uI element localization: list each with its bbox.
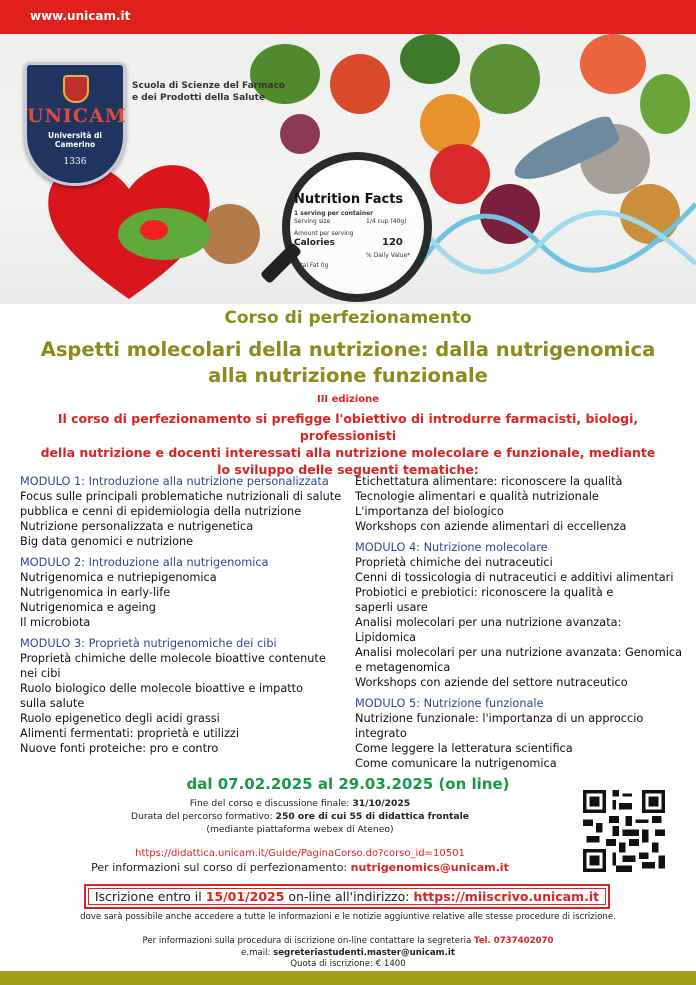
list-item: Nutrizione funzionale: l'importanza di un approccio: [355, 712, 644, 725]
page-title: Aspetti molecolari della nutrizione: dalla nutrigenomica alla nutrizione funzionale: [40, 338, 656, 387]
school-name: Scuola di Scienze del Farmaco e dei Prodotti della Salute: [132, 81, 286, 103]
list-item: sulla salute: [20, 697, 85, 710]
intro-text: Il corso di perfezionamento si prefigge l'obiettivo di introdurre farmacisti, biologi, professionisti della nutrizione e docenti interessati alla nutrizione molecolare e funzionale, mediante lo sviluppo delle seguenti tematiche:: [40, 411, 656, 477]
course-type: Corso di perfezionamento: [224, 308, 472, 328]
module-title: MODULO 2: Introduzione alla nutrigenomica: [20, 556, 269, 569]
decorative-produce: [470, 44, 540, 114]
top-bar: [0, 0, 696, 34]
module-title: MODULO 1: Introduzione alla nutrizione personalizzata: [20, 475, 329, 488]
logo-subtitle: Università di Camerino: [48, 131, 102, 149]
list-item: Nutrigenomica e nutriepigenomica: [20, 571, 217, 584]
fee: Quota di iscrizione: € 1400: [290, 959, 406, 969]
edition: III edizione: [316, 394, 380, 405]
nutrition-serving-qty: 1/4 cup (40g): [366, 218, 407, 225]
registration-link[interactable]: https://miiscrivo.unicam.it: [413, 889, 600, 904]
list-item: integrato: [355, 727, 407, 740]
list-item: Workshops con aziende alimentari di eccellenza: [355, 520, 627, 533]
module-title: MODULO 3: Proprietà nutrigenomiche dei cibi: [20, 637, 277, 650]
list-item: Il microbiota: [20, 616, 91, 629]
list-item: Come leggere la letteratura scientifica: [355, 742, 573, 755]
list-item: Analisi molecolari per una nutrizione avanzata: Lipidomica: [355, 616, 622, 644]
list-item: Ruolo epigenetico degli acidi grassi: [20, 712, 220, 725]
dna-helix-icon: [420, 184, 696, 294]
secretariat-email[interactable]: segreteriastudenti.master@unicam.it: [273, 947, 455, 958]
modules-left-column: [20, 474, 350, 756]
nutrition-serving-size: Serving size: [294, 218, 331, 225]
contact-info: Per informazioni sulla procedura di iscrizione on-line contattare la segreteria Tel. 0737402070 e.mail: segreteriastudenti.master@unicam.it Quota di iscrizione: € 1400: [0, 936, 696, 971]
registration-note: dove sarà possibile anche accedere a tutte le informazioni e le notizie aggiuntive relative alle stesse procedure di iscrizione.: [80, 912, 616, 922]
module-title: MODULO 5: Nutrizione funzionale: [355, 697, 544, 710]
list-item: saperli usare: [355, 601, 428, 614]
nutrition-serving-line: 1 serving per container: [294, 210, 374, 217]
list-item: Alimenti fermentati: proprietà e utilizzi: [20, 727, 239, 740]
list-item: Nutrigenomica in early-life: [20, 586, 171, 599]
list-item: Cenni di tossicologia di nutraceutici e additivi alimentari: [355, 571, 674, 584]
qr-code-icon[interactable]: [583, 790, 665, 872]
secretariat-phone[interactable]: Tel. 0737402070: [473, 936, 554, 946]
list-item: Proprietà chimiche delle molecole bioattive contenute: [20, 652, 326, 665]
list-item: Etichettatura alimentare: riconoscere la qualità: [355, 475, 623, 488]
module-title: MODULO 4: Nutrizione molecolare: [355, 541, 548, 554]
list-item: Probiotici e prebiotici: riconoscere la qualità e: [355, 586, 614, 599]
list-item: Nuove fonti proteiche: pro e contro: [20, 742, 219, 755]
decorative-produce: [580, 34, 646, 94]
decorative-produce: [280, 114, 320, 154]
course-duration: Durata del percorso formativo: 250 ore di cui 55 di didattica frontale: [131, 811, 469, 822]
nutrition-fat: Total Fat 0g: [294, 262, 329, 269]
course-dates: dal 07.02.2025 al 29.03.2025 (on line): [186, 775, 510, 793]
list-item: L'importanza del biologico: [355, 505, 504, 518]
site-url[interactable]: www.unicam.it: [30, 9, 131, 23]
decorative-produce: [400, 34, 460, 84]
nutrition-calories-value: 120: [382, 237, 403, 248]
list-item: Nutrizione personalizzata e nutrigenetica: [20, 520, 254, 533]
list-item: nei cibi: [20, 667, 61, 680]
nutrition-daily-value: % Daily Value*: [366, 252, 411, 259]
list-item: pubblica e cenni di epidemiologia della nutrizione: [20, 505, 302, 518]
hero-image: [0, 34, 696, 304]
decorative-produce: [640, 74, 690, 134]
decorative-produce: [330, 54, 390, 114]
bottom-bar: [0, 971, 696, 985]
list-item: Focus sulle principali problematiche nutrizionali di salute: [20, 490, 342, 503]
nutrition-amount: Amount per serving: [294, 230, 354, 237]
list-item: Proprietà chimiche dei nutraceutici: [355, 556, 553, 569]
course-platform: (mediante piattaforma webex di Ateneo): [206, 824, 394, 835]
registration-text: Iscrizione entro il 15/01/2025 on-line all'indirizzo: https://miiscrivo.unicam.it: [94, 889, 600, 904]
logo-brand: UNICAM: [27, 105, 127, 127]
registration-box: [84, 884, 610, 909]
course-link[interactable]: https://didattica.unicam.it/Guide/PaginaCorso.do?corso_id=10501: [135, 848, 465, 859]
list-item: Nutrigenomica e ageing: [20, 601, 156, 614]
modules-right-column: [355, 474, 685, 771]
list-item: Workshops con aziende del settore nutraceutico: [355, 676, 628, 689]
list-item: Analisi molecolari per una nutrizione avanzata: Genomica: [355, 646, 683, 659]
nutrition-facts-title: Nutrition Facts: [294, 192, 404, 207]
more-info: Per informazioni sul corso di perfezionamento: nutrigenomics@unicam.it: [91, 861, 509, 874]
logo-year: 1336: [63, 157, 87, 167]
list-item: Come comunicare la nutrigenomica: [355, 757, 557, 770]
crest-icon: [63, 75, 89, 103]
list-item: Tecnologie alimentari e qualità nutrizionale: [355, 490, 599, 503]
magnifier-lens: [282, 152, 432, 302]
info-email-link[interactable]: nutrigenomics@unicam.it: [350, 861, 509, 874]
list-item: Ruolo biologico delle molecole bioattive e impatto: [20, 682, 304, 695]
list-item: Big data genomici e nutrizione: [20, 535, 194, 548]
nutrition-calories-label: Calories: [294, 238, 335, 248]
course-end: Fine del corso e discussione finale: 31/10/2025: [189, 798, 411, 809]
list-item: e metagenomica: [355, 661, 451, 674]
unicam-logo: [24, 62, 126, 186]
